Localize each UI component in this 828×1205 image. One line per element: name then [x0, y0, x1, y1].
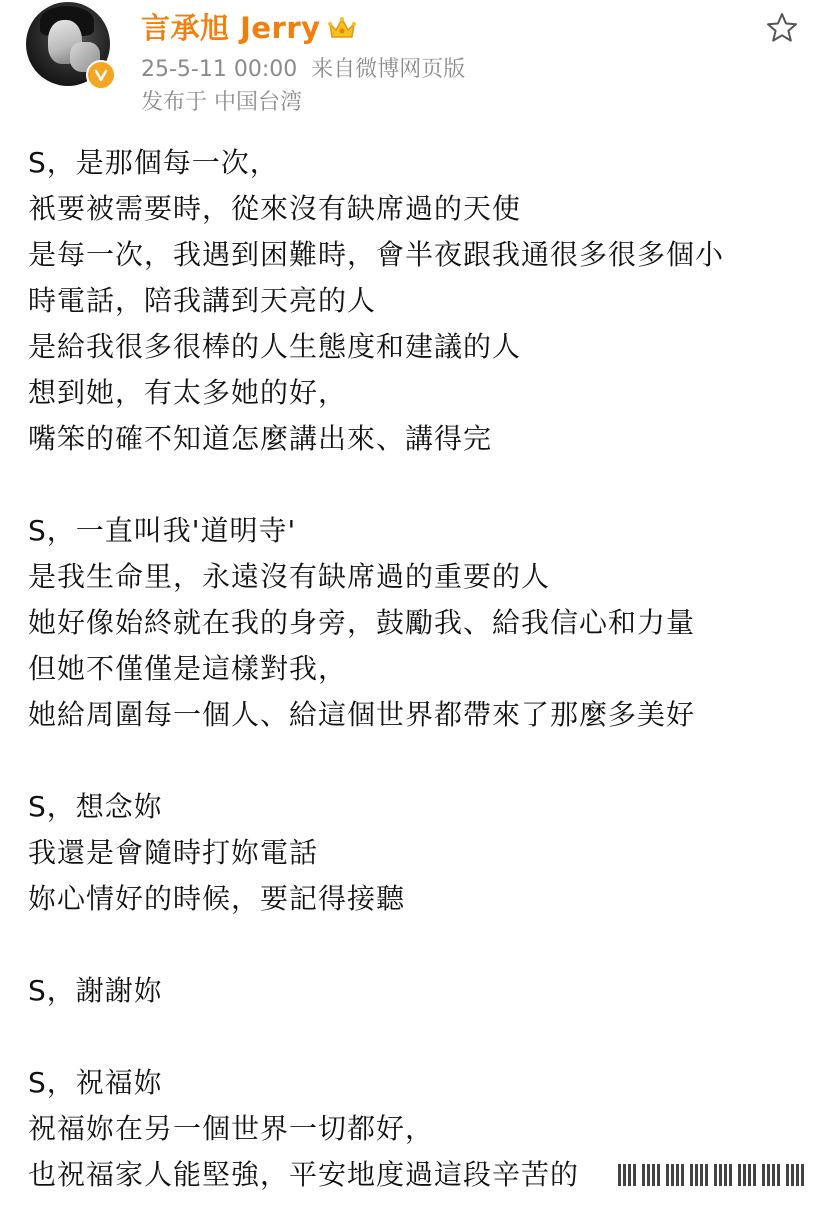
text-line: 也祝福家人能堅強，平安地度過這段辛苦的: [28, 1158, 580, 1191]
watermark-block: [762, 1164, 780, 1186]
text-line: S，一直叫我'道明寺': [28, 514, 297, 547]
text-line: S，是那個每一次，: [28, 146, 279, 179]
paragraph-1: [28, 140, 808, 462]
paragraph-3: [28, 784, 808, 922]
pixelated-watermark: [618, 1160, 810, 1190]
watermark-block: [690, 1164, 708, 1186]
text-line: 她給周圍每一個人、給這個世界都帶來了那麼多美好: [28, 698, 696, 731]
text-line: S，祝福妳: [28, 1066, 163, 1099]
star-outline-icon[interactable]: [764, 10, 800, 46]
username[interactable]: 言承旭 Jerry: [141, 11, 321, 45]
text-line: S，謝謝妳: [28, 974, 163, 1007]
post-meta: [141, 56, 465, 84]
text-line: 她好像始終就在我的身旁，鼓勵我、給我信心和力量: [28, 606, 696, 639]
post-timestamp: 25-5-11 00:00: [141, 57, 298, 82]
paragraph-4: [28, 968, 808, 1014]
crown-icon: [327, 14, 357, 42]
paragraph-gap: [28, 922, 808, 968]
paragraph-2: [28, 508, 808, 738]
watermark-block: [738, 1164, 756, 1186]
text-line: 想到她，有太多她的好，: [28, 376, 348, 409]
post-location: 发布于 中国台湾: [141, 90, 302, 115]
post-header: [0, 0, 828, 125]
watermark-block: [618, 1164, 636, 1186]
text-line: 時電話，陪我講到天亮的人: [28, 284, 377, 317]
paragraph-gap: [28, 738, 808, 784]
text-line: 嘴笨的確不知道怎麼講出來、講得完: [28, 422, 493, 455]
text-line: 妳心情好的時候，要記得接聽: [28, 882, 406, 915]
watermark-block: [714, 1164, 732, 1186]
watermark-block: [642, 1164, 660, 1186]
text-line: 是我生命里，永遠沒有缺席過的重要的人: [28, 560, 551, 593]
text-line: 是給我很多很棒的人生態度和建議的人: [28, 330, 522, 363]
text-line: 是每一次，我遇到困難時，會半夜跟我通很多很多個小: [28, 238, 725, 271]
paragraph-gap: [28, 462, 808, 508]
text-line: 我還是會隨時打妳電話: [28, 836, 319, 869]
text-line: 衹要被需要時，從來沒有缺席過的天使: [28, 192, 522, 225]
username-row: [141, 10, 357, 46]
verified-badge-icon: [86, 60, 116, 90]
text-line: S，想念妳: [28, 790, 163, 823]
watermark-block: [786, 1164, 804, 1186]
watermark-block: [666, 1164, 684, 1186]
paragraph-gap: [28, 1014, 808, 1060]
post-body: [28, 140, 808, 1198]
text-line: 但她不僅僅是這樣對我，: [28, 652, 348, 685]
post-source: 来自微博网页版: [311, 57, 466, 82]
text-line: 祝福妳在另一個世界一切都好，: [28, 1112, 435, 1145]
